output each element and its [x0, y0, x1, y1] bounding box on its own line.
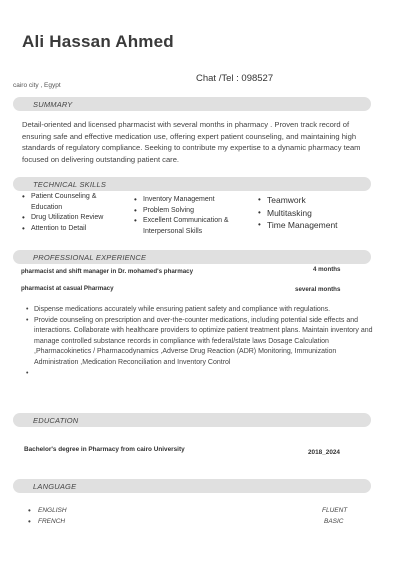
skills-heading-bar [13, 177, 371, 191]
job-title: pharmacist at casual Pharmacy [21, 285, 114, 292]
location: cairo city , Egypt [13, 82, 61, 89]
degree: Bachelor's degree in Pharmacy from cairo University [24, 446, 185, 453]
skill-item: • Time Management [258, 219, 368, 232]
duty-item: • Provide counseling on prescription and over-the-counter medications, including potential side effects and interactions. Collaborate with healthcare providers to optimize patient treatment plans. Maintain inventory and manage controlled substance records in compliance with federal/state laws Dosage Calculation ,Pharmacokinetics / Pharmacodynamics ,Adverse Drug Reaction (ADR) Monitoring, Immunization Administration ,Medication Reconciliation and Inventory Control [26, 316, 376, 369]
degree-years: 2018_2024 [308, 449, 340, 456]
skill-item: • Drug Utilization Review [22, 213, 122, 224]
duty-item: • Dispense medications accurately while ensuring patient safety and compliance with regulations. [26, 305, 376, 316]
education-heading-bar [13, 413, 371, 427]
language-name: • FRENCH [28, 518, 65, 525]
candidate-name: Ali Hassan Ahmed [22, 32, 174, 51]
skill-item: • Excellent Communication & Interpersonal Skills [134, 216, 252, 237]
phone: Chat /Tel : 098527 [196, 73, 274, 84]
summary-text: Detail-oriented and licensed pharmacist with several months in pharmacy . Proven track record of ensuring safe and effective medication use, offering expert patient counseling, and maintaining high standards of regulatory compliance. Seeking to contribute my expertise to a dynamic pharmacy team focused on delivering outstanding patient care. [22, 120, 361, 164]
education-heading: EDUCATION [33, 415, 79, 425]
skills-column-3 [258, 194, 368, 232]
job-duties-list [26, 305, 376, 369]
job-duration: 4 months [313, 266, 341, 273]
skills-heading: TECHNICAL SKILLS [33, 179, 107, 189]
skills-column-2 [134, 195, 252, 237]
job-title: pharmacist and shift manager in Dr. mohamed's pharmacy [21, 268, 194, 275]
experience-heading-bar [13, 250, 371, 264]
skill-item: • Multitasking [258, 207, 368, 220]
experience-heading: PROFESSIONAL EXPERIENCE [33, 252, 147, 262]
skill-item: • Inventory Management [134, 195, 252, 206]
skill-item: • Teamwork [258, 194, 368, 207]
skill-item: • Attention to Detail [22, 224, 122, 235]
language-heading-bar [13, 479, 371, 493]
job-duration: several months [295, 286, 341, 293]
skill-item: • Patient Counseling & Education [22, 192, 122, 213]
summary-heading-bar [13, 97, 371, 111]
skill-item: • Problem Solving [134, 206, 252, 217]
summary-heading: SUMMARY [33, 99, 73, 109]
language-name: • ENGLISH [28, 507, 67, 514]
language-level: FLUENT [322, 507, 348, 514]
language-heading: LANGUAGE [33, 481, 77, 491]
skills-column-1 [22, 192, 122, 234]
language-level: BASIC [324, 518, 344, 525]
